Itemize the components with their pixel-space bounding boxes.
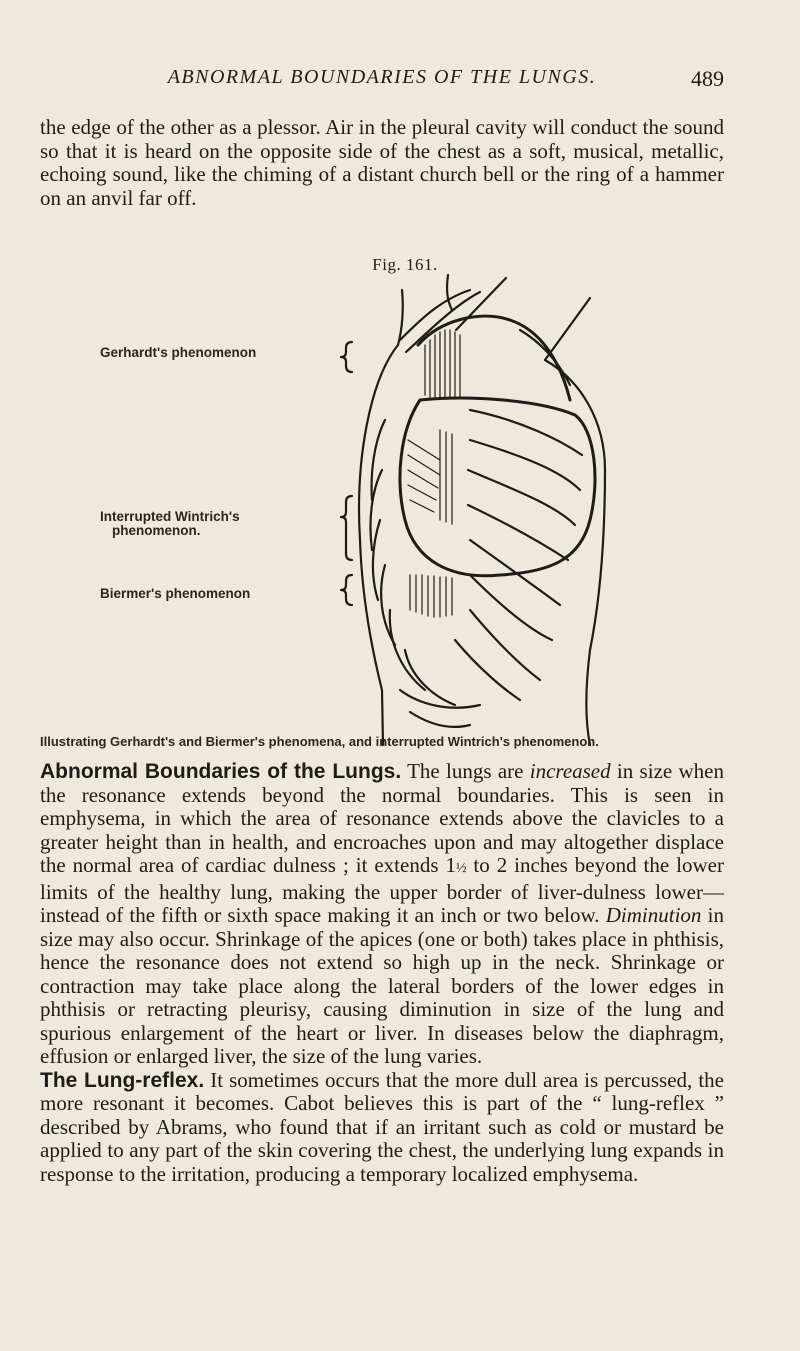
body-text: in size when the resonance extends beyond the normal boundaries. This is seen in emphysema, in which the area of resonance extends above the clavicles to a greater height than in health, and encroaches upon and may altogether displace the normal area of cardiac dulness ; it extends 1 bbox=[40, 759, 724, 877]
wintrich-brace bbox=[341, 496, 352, 560]
figure-caption: Illustrating Gerhardt's and Biermer's phenomena, and interrupted Wintrich's phenomenon. bbox=[40, 734, 599, 749]
body-text: It sometimes occurs that the more dull area is percussed, the more resonant it becomes. Cabot believes this is part of the “ lung-reflex ” described by Abrams, who found that if an irritant such as cold or mustard be applied to any part of the skin covering the chest, the underlying lung expands in response to the irritation, producing a temporary localized emphysema. bbox=[40, 1067, 724, 1186]
gerhardt-brace bbox=[341, 342, 352, 372]
body-text: in size may also occur. Shrinkage of the apices (one or both) takes place in phthisis, hence the resonance does not extend so high up in the neck. Shrinkage or contraction may take place along the lateral borders of the lower edges in phthisis or retracting pleurisy, causing diminution in size of the lung and spurious enlargement of the heart or liver. In diseases below the diaphragm, effusion or enlarged liver, the size of the lung varies. bbox=[40, 903, 724, 1068]
section-heading-boundaries: Abnormal Boundaries of the Lungs. bbox=[40, 760, 402, 783]
section-body bbox=[40, 760, 724, 1186]
emphasis-diminution: Diminution bbox=[605, 903, 702, 927]
page-number: 489 bbox=[691, 66, 724, 91]
fraction: ½ bbox=[455, 861, 467, 876]
figure-number: Fig. 161. bbox=[372, 255, 438, 274]
biermer-label: Biermer's phenomenon bbox=[100, 586, 251, 601]
running-title: ABNORMAL BOUNDARIES OF THE LUNGS. bbox=[167, 66, 597, 88]
intro-paragraph: the edge of the other as a plessor. Air in the pleural cavity will conduct the sound so that it is heard on the opposite side of the chest as a soft, musical, metallic, echoing sound, like the chiming of a distant church bell or the ring of a hammer on an anvil far off. bbox=[40, 115, 724, 210]
body-text: to 2 inches beyond the lower limits of the healthy lung, making the upper border of liver-dulness lower—instead of the fifth or sixth space making it an inch or two below. bbox=[40, 853, 724, 927]
biermer-brace bbox=[341, 575, 352, 605]
wintrich-label-line2: phenomenon. bbox=[112, 523, 201, 538]
emphasis-increased: increased bbox=[529, 759, 611, 783]
body-text: The lungs are bbox=[401, 759, 530, 783]
gerhardt-label: Gerhardt's phenomenon bbox=[100, 345, 257, 360]
wintrich-label-line1: Interrupted Wintrich's bbox=[100, 509, 240, 524]
section-heading-lung-reflex: The Lung-reflex. bbox=[40, 1068, 205, 1092]
